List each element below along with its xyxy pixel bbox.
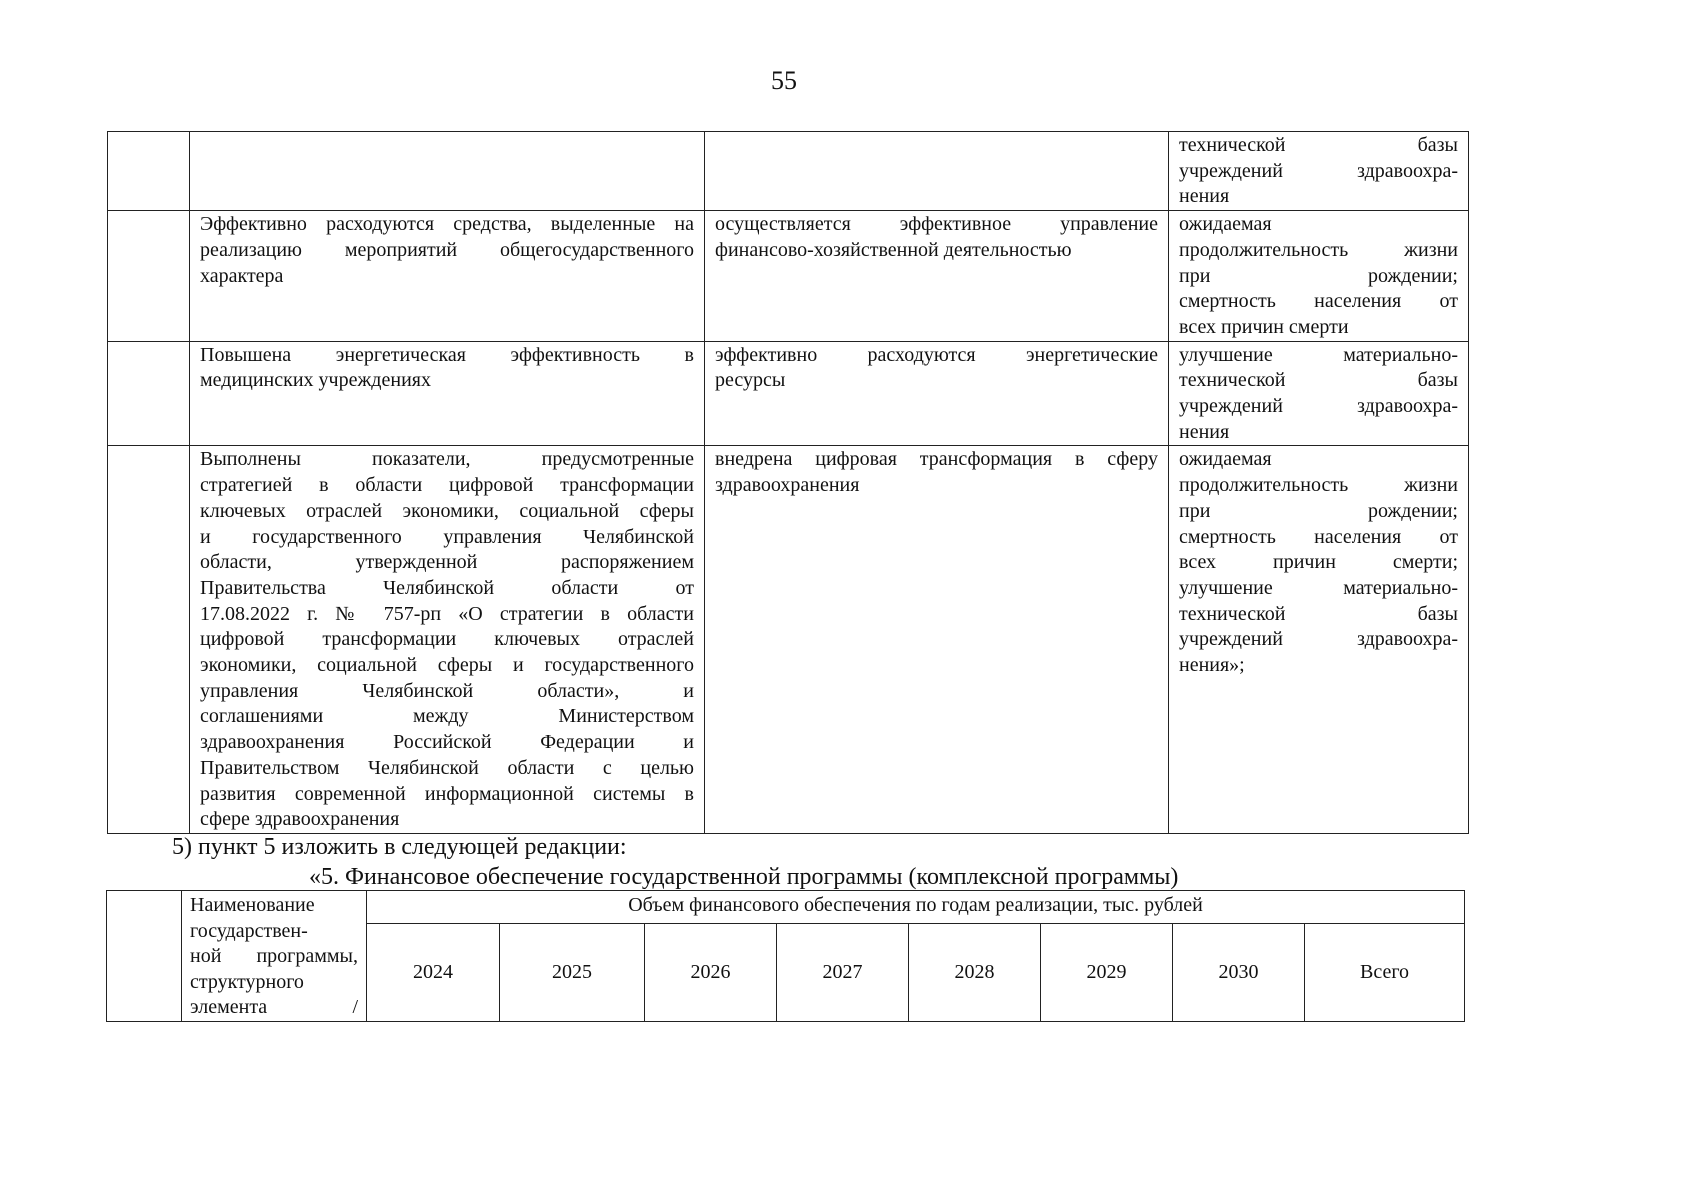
text-line: нения: [1179, 185, 1230, 208]
result-cell: [190, 341, 705, 446]
row-number-cell: [108, 132, 190, 211]
text-line: технической базы: [1179, 602, 1458, 625]
name-header-line: государствен-: [190, 919, 308, 942]
text-line: медицинских учреждениях: [200, 369, 431, 392]
text-line: при рождении;: [1179, 499, 1458, 522]
text-line: осуществляется эффективное управление: [715, 213, 1158, 236]
result-cell: [190, 446, 705, 834]
text-line: Повышена энергетическая эффективность в: [200, 343, 694, 366]
effect-cell: [705, 132, 1169, 211]
text-line: характера: [200, 264, 284, 287]
text-line: учреждений здравоохра-: [1179, 628, 1458, 651]
page-number: 55: [771, 66, 797, 95]
year-header: 2030: [1173, 924, 1305, 1021]
text-line: нения»;: [1179, 654, 1245, 677]
text-line: улучшение материально-: [1179, 343, 1458, 366]
table-row: [108, 446, 1469, 834]
total-header: Всего: [1305, 924, 1465, 1021]
amendment-text: 5) пункт 5 изложить в следующей редакции:: [172, 834, 627, 860]
result-cell: [190, 132, 705, 211]
finance-table: [106, 890, 1465, 1022]
text-line: при рождении;: [1179, 264, 1458, 287]
text-line: всех причин смерти: [1179, 315, 1349, 338]
text-line: Эффективно расходуются средства, выделенные на: [200, 213, 694, 236]
finance-number-cell: [107, 891, 182, 1022]
text-line: цифровой трансформации ключевых отраслей: [200, 628, 694, 651]
year-header: 2026: [645, 924, 777, 1021]
indicator-cell: [1169, 341, 1469, 446]
name-header-line: элемента /: [190, 996, 358, 1018]
text-line: стратегией в области цифровой трансформации: [200, 474, 694, 497]
finance-volume-header: Объем финансового обеспечения по годам реализации, тыс. рублей: [367, 891, 1465, 924]
text-line: учреждений здравоохра-: [1179, 159, 1458, 182]
row-number-cell: [108, 211, 190, 342]
indicator-cell: [1169, 132, 1469, 211]
text-line: Правительством Челябинской области с целью: [200, 756, 694, 779]
effect-cell: [705, 446, 1169, 834]
text-line: учреждений здравоохра-: [1179, 395, 1458, 418]
row-number-cell: [108, 341, 190, 446]
text-line: и государственного управления Челябинской: [200, 525, 694, 548]
goals-table: [107, 131, 1469, 834]
year-header: 2029: [1041, 924, 1173, 1021]
text-line: здравоохранения Российской Федерации и: [200, 731, 694, 754]
effect-cell: [705, 211, 1169, 342]
text-line: экономики, социальной сферы и государственного: [200, 654, 694, 677]
text-line: ожидаемая: [1179, 448, 1272, 471]
section-title: «5. Финансовое обеспечение государственной программы (комплексной программы): [309, 864, 1179, 890]
text-line: продолжительность жизни: [1179, 238, 1458, 261]
indicator-cell: [1169, 446, 1469, 834]
result-cell: [190, 211, 705, 342]
text-line: реализацию мероприятий общегосударственного: [200, 238, 694, 261]
text-line: 17.08.2022 г. № 757-рп «О стратегии в области: [200, 602, 694, 625]
name-header-line: структурного: [190, 970, 304, 993]
text-line: внедрена цифровая трансформация в сферу: [715, 448, 1158, 471]
text-line: области, утвержденной распоряжением: [200, 551, 694, 574]
text-line: смертность населения от: [1179, 525, 1458, 548]
year-header: 2025: [500, 924, 645, 1021]
table-row: [108, 211, 1469, 342]
text-line: смертность населения от: [1179, 290, 1458, 313]
text-line: соглашениями между Министерством: [200, 705, 694, 728]
text-line: нения: [1179, 420, 1230, 443]
text-line: продолжительность жизни: [1179, 474, 1458, 497]
text-line: ключевых отраслей экономики, социальной сферы: [200, 499, 694, 522]
row-number-cell: [108, 446, 190, 834]
text-line: технической базы: [1179, 369, 1458, 392]
text-line: Выполнены показатели, предусмотренные: [200, 448, 694, 471]
text-line: всех причин смерти;: [1179, 551, 1458, 574]
name-header-line: ной программы,: [190, 945, 358, 967]
text-line: ожидаемая: [1179, 213, 1272, 236]
year-header: 2028: [909, 924, 1041, 1021]
name-header-line: Наименование: [190, 894, 315, 916]
text-line: сфере здравоохранения: [200, 808, 400, 831]
text-line: Правительства Челябинской области от: [200, 576, 694, 599]
text-line: управления Челябинской области», и: [200, 679, 694, 702]
table-row: [108, 132, 1469, 211]
year-header: 2024: [367, 924, 500, 1021]
effect-cell: [705, 341, 1169, 446]
text-line: развития современной информационной системы в: [200, 782, 694, 805]
text-line: эффективно расходуются энергетические: [715, 343, 1158, 366]
table-row: [108, 341, 1469, 446]
indicator-cell: [1169, 211, 1469, 342]
finance-name-header: [182, 891, 367, 1022]
text-line: ресурсы: [715, 369, 786, 392]
text-line: технической базы: [1179, 134, 1458, 156]
text-line: здравоохранения: [715, 474, 860, 497]
text-line: финансово-хозяйственной деятельностью: [715, 238, 1072, 261]
text-line: улучшение материально-: [1179, 576, 1458, 599]
year-header: 2027: [777, 924, 909, 1021]
